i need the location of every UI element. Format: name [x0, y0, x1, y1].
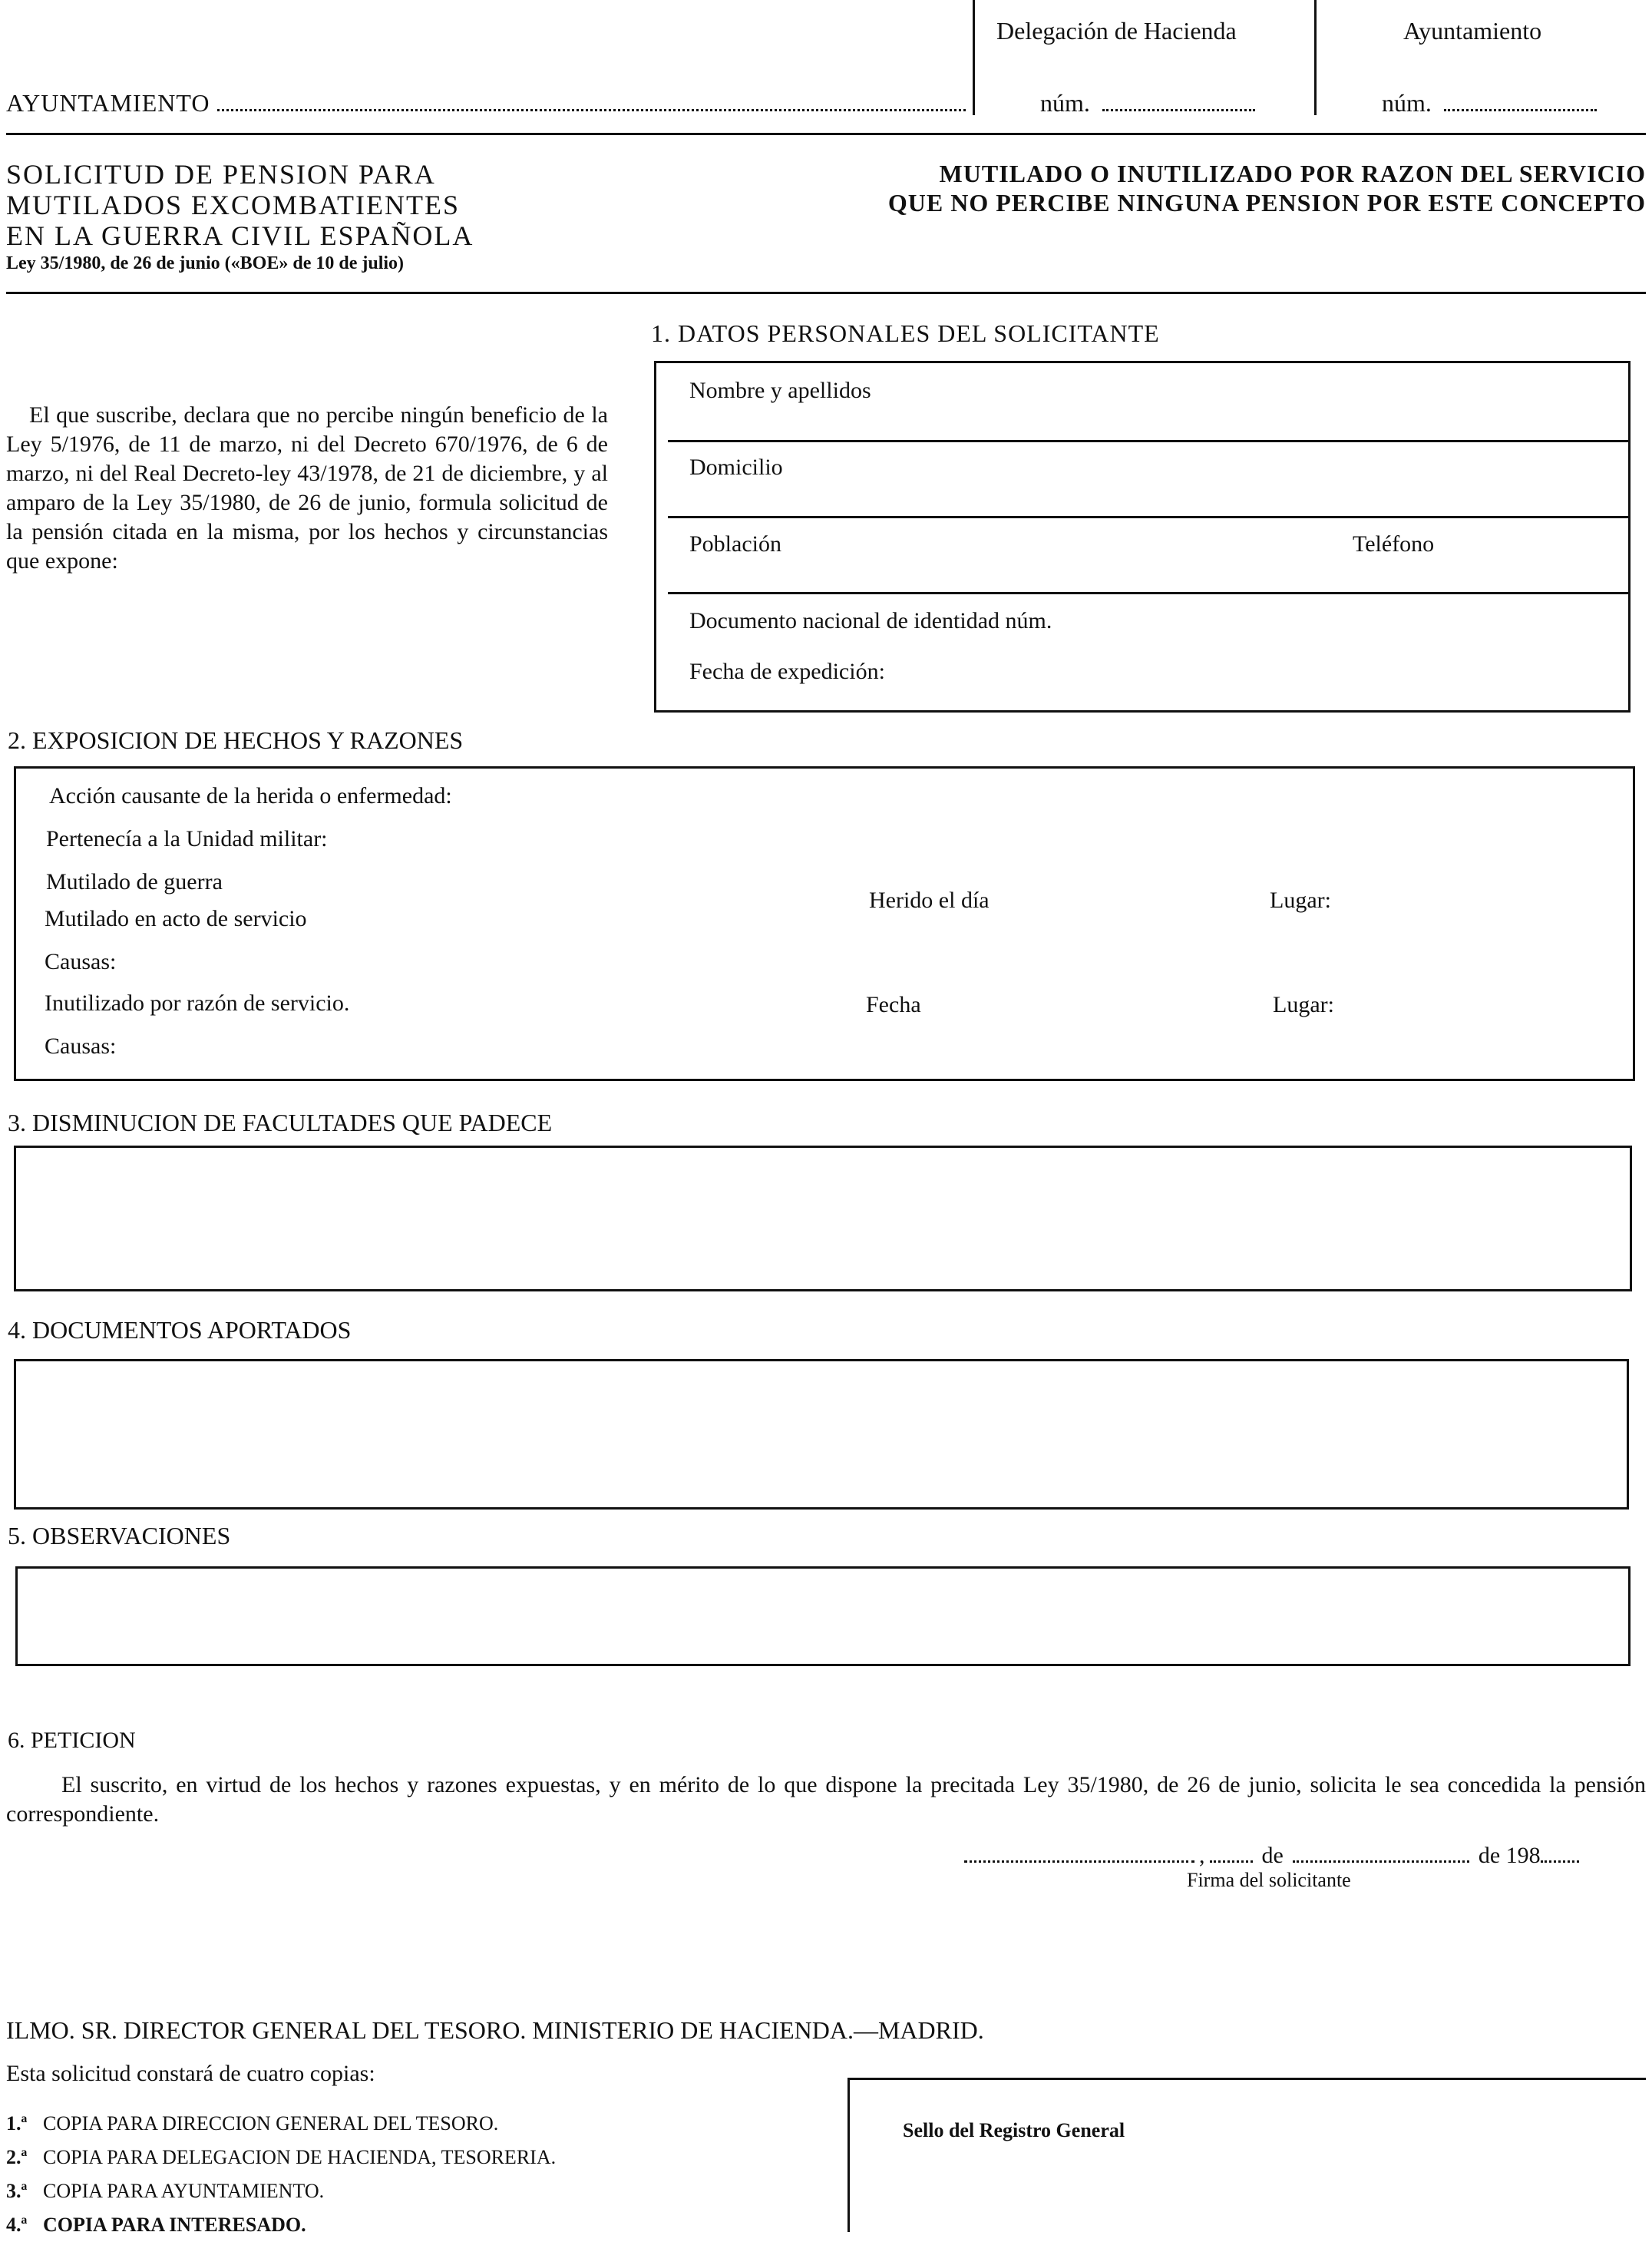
causas-field-2[interactable]: Causas:	[45, 1033, 117, 1059]
section5-box[interactable]	[15, 1566, 1631, 1666]
section4-heading: 4. DOCUMENTOS APORTADOS	[8, 1316, 352, 1344]
ayuntamiento-num-field[interactable]	[1382, 89, 1597, 117]
accion-field[interactable]: Acción causante de la herida o enfermedad:	[49, 783, 452, 809]
date-de-label-2: de 198	[1478, 1843, 1541, 1868]
firma-label: Firma del solicitante	[1187, 1869, 1351, 1891]
ayuntamiento-num-label: núm.	[1382, 89, 1432, 117]
header-divider-right	[1314, 0, 1317, 115]
ayuntamiento-field[interactable]	[6, 89, 966, 117]
title-law: Ley 35/1980, de 26 de junio («BOE» de 10 de julio)	[6, 253, 405, 273]
delegacion-num-field[interactable]	[1040, 89, 1255, 117]
domicilio-field[interactable]: Domicilio	[689, 455, 783, 480]
causas-field-1[interactable]: Causas:	[45, 949, 117, 974]
declaration-text: El que suscribe, declara que no percibe ningún beneficio de la Ley 5/1976, de 11 de marzo, ni del Decreto 670/1976, de 6 de marzo, ni del Real Decreto-ley 43/1978, de 21 de diciembre, y al amparo de la Ley 35/1980, de 26 de junio, formula solicitud de la pensión citada en la misma, por los hechos y circunstancias que expone:	[6, 402, 608, 574]
header-divider-left	[973, 0, 975, 115]
copy-num: 3.ª	[6, 2180, 28, 2202]
delegacion-label: Delegación de Hacienda	[996, 17, 1237, 45]
copy-num: 4.ª	[6, 2214, 28, 2236]
mutilado-servicio-option[interactable]: Mutilado en acto de servicio	[45, 906, 307, 931]
section1-heading: 1. DATOS PERSONALES DEL SOLICITANTE	[651, 319, 1160, 347]
section3-heading: 3. DISMINUCION DE FACULTADES QUE PADECE	[8, 1109, 553, 1136]
date-year-dots	[1541, 1857, 1579, 1863]
section5-heading: 5. OBSERVACIONES	[8, 1522, 231, 1549]
ayuntamiento-field-dots	[217, 106, 966, 111]
copy-item	[6, 2174, 556, 2208]
poblacion-field[interactable]: Población	[689, 531, 781, 557]
date-place-dots	[964, 1857, 1194, 1863]
section3-box[interactable]	[14, 1146, 1632, 1291]
copies-list	[6, 2107, 556, 2242]
title-right-line-2: QUE NO PERCIBE NINGUNA PENSION POR ESTE CONCEPTO	[887, 189, 1646, 217]
fecha-expedicion-field[interactable]: Fecha de expedición:	[689, 659, 885, 684]
copy-text: COPIA PARA AYUNTAMIENTO.	[43, 2180, 325, 2202]
date-line[interactable]: , de de 198	[964, 1843, 1647, 1869]
copy-item	[6, 2208, 556, 2242]
inutilizado-option[interactable]: Inutilizado por razón de servicio.	[45, 990, 350, 1016]
mutilado-guerra-option[interactable]: Mutilado de guerra	[46, 869, 223, 894]
title-line-1: SOLICITUD DE PENSION PARA	[6, 159, 436, 190]
copies-intro: Esta solicitud constará de cuatro copias:	[6, 2061, 375, 2086]
addressee: ILMO. SR. DIRECTOR GENERAL DEL TESORO. MINISTERIO DE HACIENDA.—MADRID.	[6, 2016, 984, 2044]
sello-label: Sello del Registro General	[903, 2119, 1125, 2141]
date-day-dots	[1210, 1857, 1253, 1863]
delegacion-num-label: núm.	[1040, 89, 1090, 117]
nombre-field[interactable]: Nombre y apellidos	[689, 378, 871, 403]
telefono-field[interactable]: Teléfono	[1353, 531, 1435, 557]
section4-box[interactable]	[14, 1359, 1629, 1510]
herido-dia-field[interactable]: Herido el día	[869, 888, 990, 913]
section1-rule-2	[668, 516, 1631, 518]
section1-rule-1	[668, 440, 1631, 442]
copy-num: 2.ª	[6, 2146, 28, 2168]
copy-num: 1.ª	[6, 2112, 28, 2135]
section2-heading: 2. EXPOSICION DE HECHOS Y RAZONES	[8, 726, 464, 754]
title-line-2: MUTILADOS EXCOMBATIENTES	[6, 190, 460, 220]
ayuntamiento-num-dots	[1444, 106, 1597, 111]
copy-item	[6, 2141, 556, 2174]
date-de-label-1: de	[1261, 1843, 1284, 1868]
title-line-3: EN LA GUERRA CIVIL ESPAÑOLA	[6, 220, 474, 251]
ayuntamiento-label: Ayuntamiento	[1403, 17, 1542, 45]
lugar-field-1[interactable]: Lugar:	[1270, 888, 1331, 913]
ayuntamiento-field-label: AYUNTAMIENTO	[6, 89, 210, 117]
sello-box	[847, 2078, 1646, 2232]
fecha-field[interactable]: Fecha	[866, 992, 921, 1017]
copy-text: COPIA PARA DIRECCION GENERAL DEL TESORO.	[43, 2112, 499, 2135]
lugar-field-2[interactable]: Lugar:	[1273, 992, 1334, 1017]
copy-text: COPIA PARA INTERESADO.	[43, 2214, 306, 2236]
delegacion-num-dots	[1102, 106, 1255, 111]
dni-field[interactable]: Documento nacional de identidad núm.	[689, 608, 1052, 633]
title-right-line-1: MUTILADO O INUTILIZADO POR RAZON DEL SERVICIO	[939, 160, 1646, 187]
date-month-dots	[1293, 1857, 1469, 1863]
copy-text: COPIA PARA DELEGACION DE HACIENDA, TESORERIA.	[43, 2146, 557, 2168]
header-rule	[6, 133, 1646, 135]
title-rule	[6, 292, 1646, 294]
pertenencia-field[interactable]: Pertenecía a la Unidad militar:	[46, 826, 328, 851]
copy-item	[6, 2107, 556, 2141]
section6-heading: 6. PETICION	[8, 1728, 136, 1753]
section1-rule-3	[668, 592, 1631, 594]
peticion-text: El suscrito, en virtud de los hechos y razones expuestas, y en mérito de lo que dispone la precitada Ley 35/1980, de 26 de junio, solicita le sea concedida la pensión correspondiente.	[6, 1772, 1646, 1827]
